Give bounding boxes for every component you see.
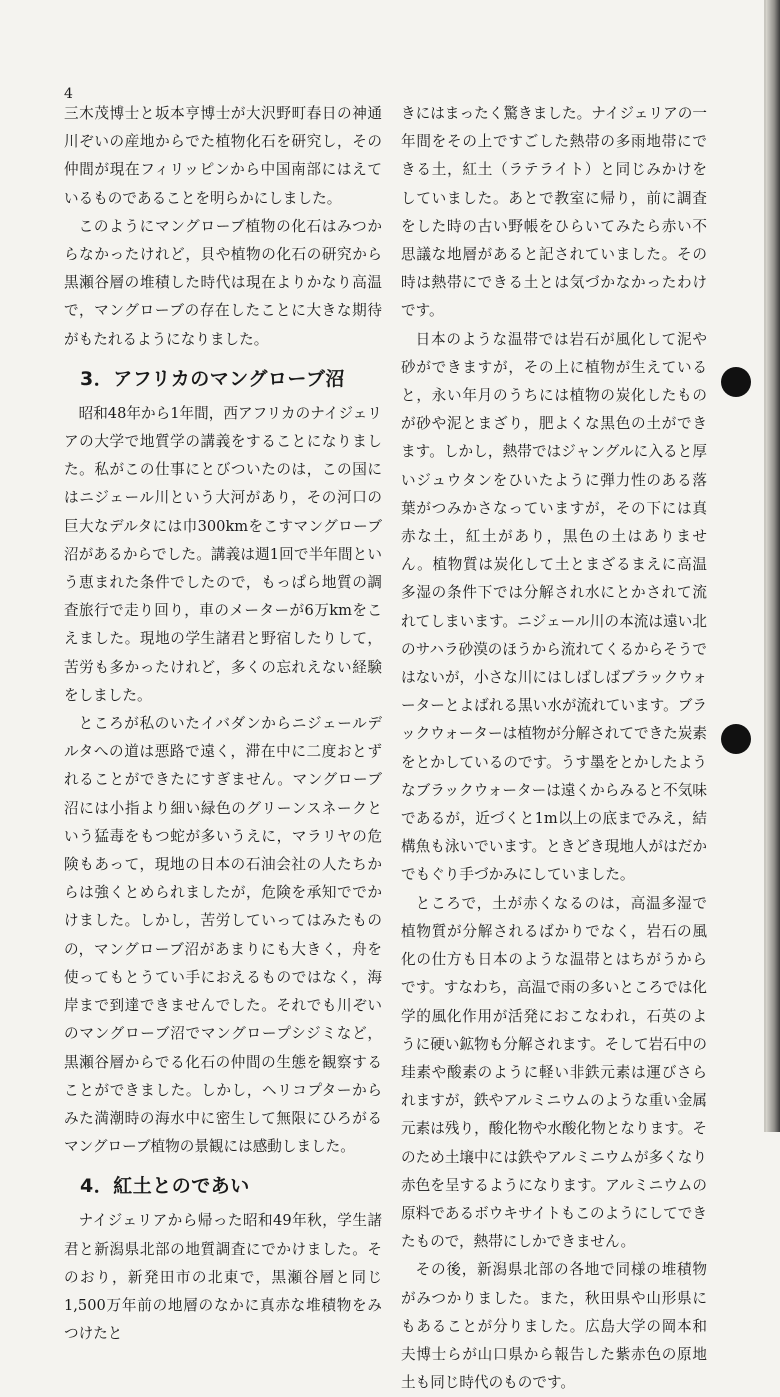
paragraph: ナイジェリアから帰った昭和49年秋，学生諸君と新潟県北部の地質調査にでかけました。そのおり，新発田市の北東で，黒瀬谷層と同じ1,500万年前の地層のなかに真赤な堆積物をみつけたと — [64, 1212, 382, 1343]
section-heading-3: 3．アフリカのマングローブ沼 — [80, 367, 345, 390]
paragraph: ところで，土が赤くなるのは，高温多湿で植物質が分解されるばかりでなく，岩石の風化の仕方も日本のような温帯とはちがうからです。すなわち，高温で雨の多いところでは化学的風化作用が活発におこなわれ，石英のように硬い鉱物も分解されます。そして岩石中の珪素や酸素のように軽い非鉄元素は運びさられますが，鉄やアルミニウムのような重い金属元素は残り，酸化物や水酸化物となります。そのため土壌中には鉄やアルミニウムが多くなり赤色を呈するようになります。アルミニウムの原料であるボウキサイトもこのようにしてできたもので，熱帯にしかできません。 — [401, 894, 707, 1251]
paragraph: その後，新潟県北部の各地で同様の堆積物がみつかりました。また，秋田県や山形県にもあることが分りました。広島大学の岡本和夫博士らが山口県から報告した紫赤色の原地土も同じ時代のものです。 — [401, 1261, 707, 1392]
section-heading-4: 4．紅土とのであい — [80, 1175, 250, 1198]
binder-hole — [721, 724, 751, 754]
paragraph: ところが私のいたイバダンからニジェールデルタへの道は悪路で遠く，滞在中に二度おとずれることができたにすぎません。マングローブ沼には小指より細い緑色のグリーンスネークという猛毒をもつ蛇が多いうえに，マラリヤの危険もあって，現地の日本の石油会社の人たちからは強くとめられましたが，危険を承知ででかけました。しかし，苦労していってはみたものの，マングローブ沼があまりにも大きく，舟を使ってもとうてい手におえるものではなく，海岸まで到達できませんでした。それでも川ぞいのマングローブ沼でマングロープシジミなど，黒瀬谷層からでる化石の仲間の生態を観察することができました。しかし，ヘリコプターからみた満潮時の海水中に密生して無限にひろがるマングローブ植物の景観には感動しました。 — [64, 715, 382, 1156]
paragraph: このようにマングローブ植物の化石はみつからなかったけれど，貝や植物の化石の研究から黒瀬谷層の堆積した時代は現在よりかなり高温で，マングローブの存在したことに大きな期待がもたれるようになりました。 — [64, 217, 382, 348]
right-column — [401, 100, 707, 1397]
paragraph: きにはまったく驚きました。ナイジェリアの一年間をその上ですごした熱帯の多雨地帯にできる土，紅土（ラテライト）と同じみかけをしていました。あとで教室に帰り，前に調査をした時の古い野帳をひらいてみたら赤い不思議な地層があると記されていました。その時は熱帯にできる土とは気づかなかったわけです。 — [401, 105, 707, 320]
binder-hole — [721, 367, 751, 397]
page-edge-shadow — [766, 0, 780, 1132]
paragraph: 日本のような温帯では岩石が風化して泥や砂ができますが，その上に植物が生えていると，永い年月のうちには植物の炭化したものが砂や泥とまざり，肥よくな黒色の土ができます。しかし，熱帯ではジャングルに入ると厚いジュウタンをひいたように弾力性のある落葉がつみかさなっていますが，その下には真赤な土，紅土があり，黒色の土はありません。植物質は炭化して土とまざるまえに高温多湿の条件下では分解され水にとかされて流れてしまいます。ニジェール川の本流は遠い北のサハラ砂漠のほうから流れてくるからそうではないが，小さな川にはしばしばブラックウォーターとよばれる黒い水が流れています。ブラックウォーターは植物が分解されてできた炭素をとかしているのです。うす墨をとかしたようなブラックウォーターは遠くからみると不気味であるが，近づくと1m以上の底までみえ，結構魚も泳いでいます。ときどき現地人がはだかでもぐり手づかみにしていました。 — [401, 330, 707, 884]
left-column — [64, 100, 382, 1348]
page-number: 4 — [64, 86, 73, 102]
paragraph: 三木茂博士と坂本亨博士が大沢野町春日の神通川ぞいの産地からでた植物化石を研究し，その仲間が現在フィリッピンから中国南部にはえているものであることを明らかにしました。 — [64, 105, 382, 207]
paragraph: 昭和48年から1年間，西アフリカのナイジェリアの大学で地質学の講義をすることになりました。私がこの仕事にとびついたのは，この国にはニジェール川という大河があり，その河口の巨大なデルタには巾300kmをこすマングローブ沼があるからでした。講義は週1回で半年間という恵まれた条件でしたので，もっぱら地質の調査旅行で走り回り，車のメーターが6万kmをこえました。現地の学生諸君と野宿したりして，苦労も多かったけれど，多くの忘れえない経験をしました。 — [64, 404, 382, 704]
